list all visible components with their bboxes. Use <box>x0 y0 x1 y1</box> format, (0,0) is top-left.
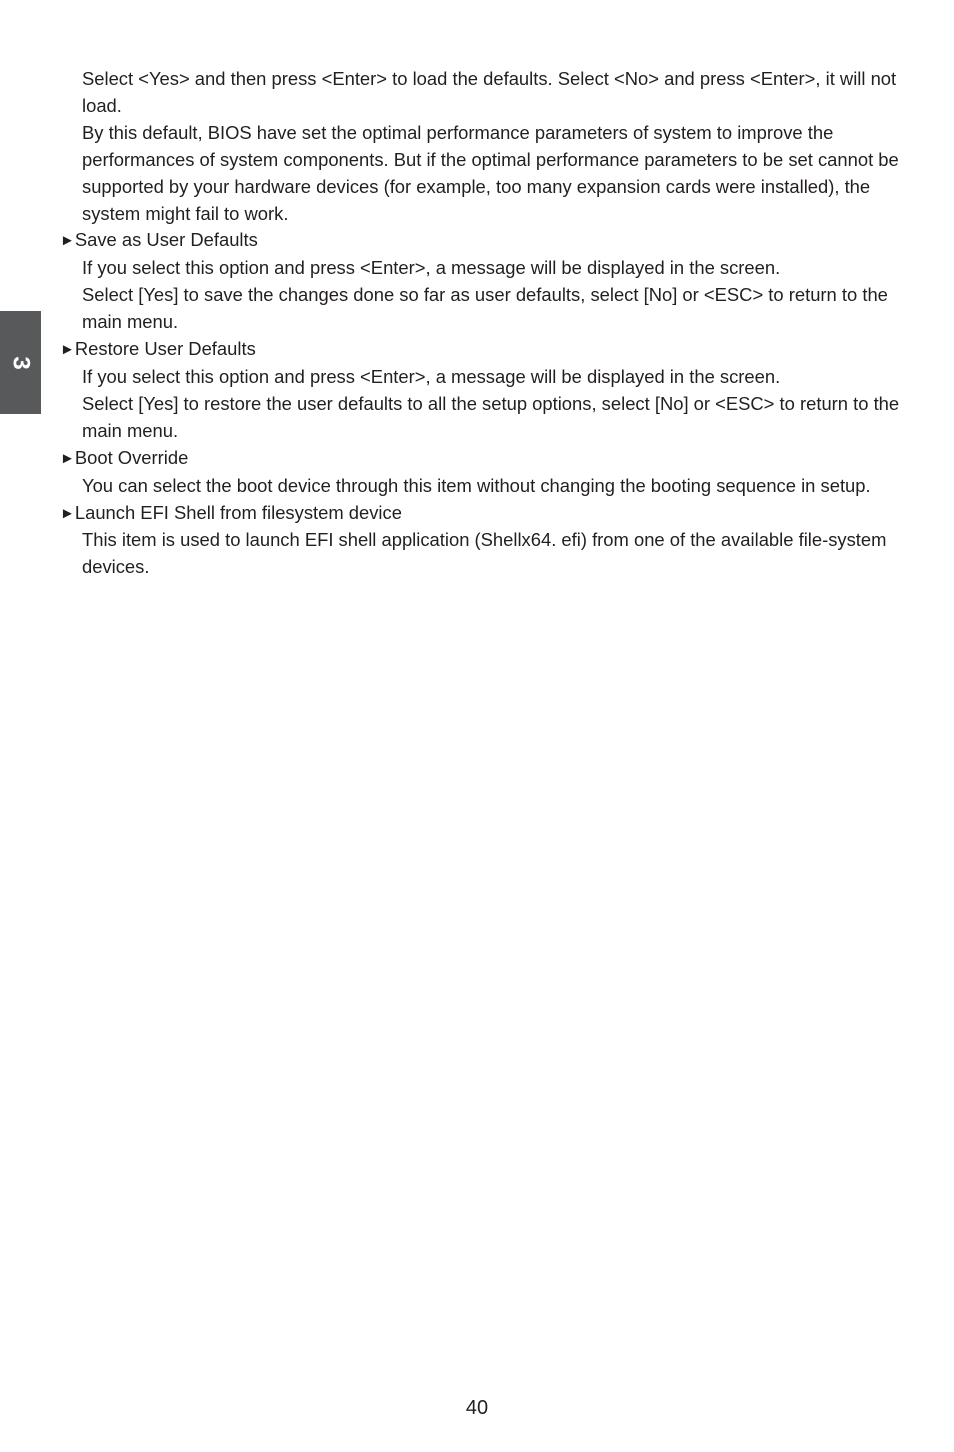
triangle-bullet-icon: ► <box>60 341 75 359</box>
item-title: Launch EFI Shell from filesystem device <box>74 501 402 523</box>
item-description: Select [Yes] to save the changes done so far as user defaults, select [No] or <ESC> to return to the main menu. <box>82 284 888 333</box>
item-title: Save as User Defaults <box>74 229 258 251</box>
item-description: Select [Yes] to restore the user defaults to all the setup options, select [No] or <ESC> to return to the main menu. <box>82 392 900 441</box>
chapter-number: 3 <box>7 355 35 370</box>
triangle-bullet-icon: ► <box>60 232 75 250</box>
item-title: Restore User Defaults <box>74 338 256 360</box>
page-number: 40 <box>465 1397 489 1419</box>
item-boot-override <box>0 445 900 473</box>
item-description: If you select this option and press <Enter>, a message will be displayed in the screen. <box>82 257 781 279</box>
item-description: If you select this option and press <Enter>, a message will be displayed in the screen. <box>82 365 781 387</box>
intro-paragraph-optimal-parameters: By this default, BIOS have set the optimal performance parameters of system to improve the performances of system components. But if the optimal performance parameters to be set cannot be supported by your hardware devices (for example, too many expansion cards were installed), the system might fail to work. <box>82 121 899 224</box>
triangle-bullet-icon: ► <box>60 449 75 467</box>
item-launch-efi-shell <box>0 500 900 528</box>
item-save-user-defaults <box>0 227 900 255</box>
item-restore-user-defaults <box>0 336 900 364</box>
item-description: You can select the boot device through this item without changing the booting sequence in setup. <box>82 474 871 496</box>
triangle-bullet-icon: ► <box>60 504 75 522</box>
item-title: Boot Override <box>74 446 189 468</box>
intro-paragraph-load-defaults: Select <Yes> and then press <Enter> to load the defaults. Select <No> and press <Enter>, it will not load. <box>82 68 897 116</box>
item-description: This item is used to launch EFI shell application (Shellx64. efi) from one of the available file-system devices. <box>82 529 887 578</box>
page-content <box>0 66 954 581</box>
